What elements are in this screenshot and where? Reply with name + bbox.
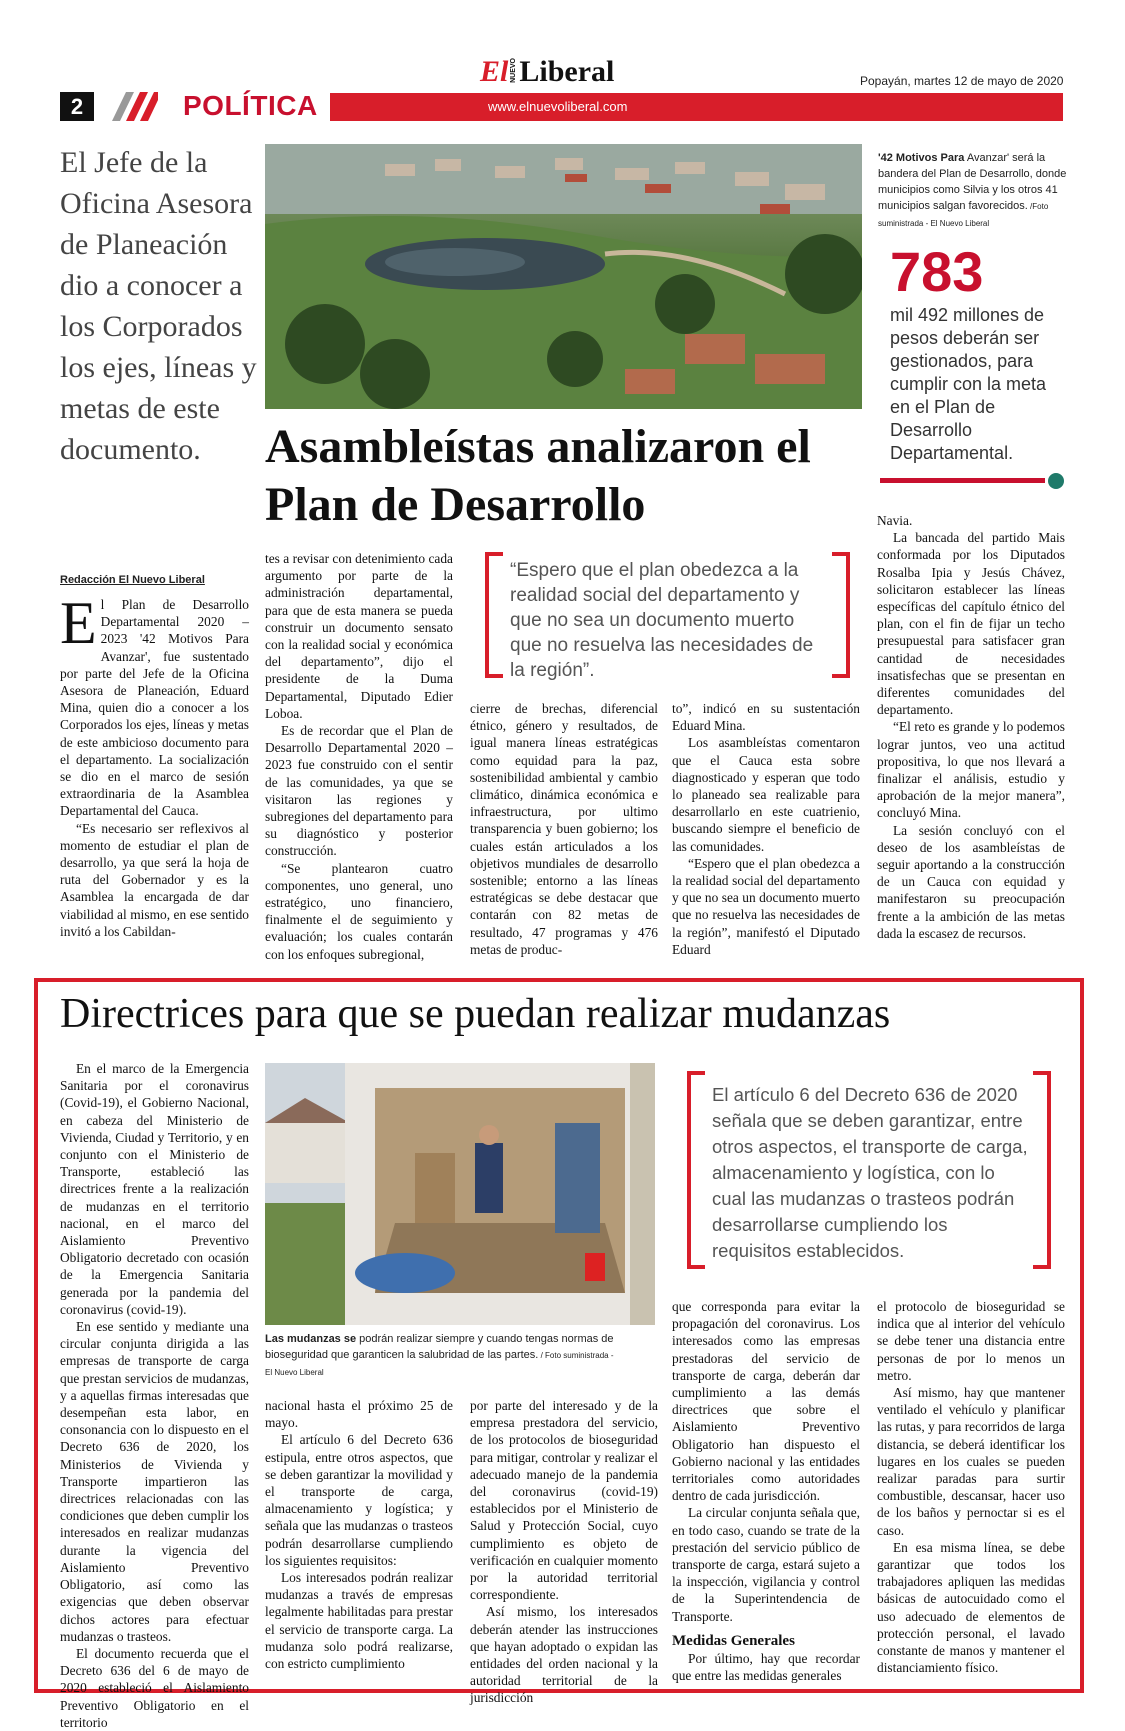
paragraph: tes a revisar con detenimiento cada argumento por parte de la administración departamental, para que de esta manera se pueda construir un documento sensato con la realidad social y económica del departamento”, dijo el presidente de la Duma Departamental, Diputado Edier Loboa.: [265, 551, 453, 721]
page-number: 2: [60, 92, 94, 121]
paragraph: Así mismo, los interesados deberán atender las instrucciones que hayan adoptado o expidan las entidades del orden nacional y la autoridad territorial de la jurisdicción: [470, 1604, 658, 1706]
article1-column-5: [877, 512, 1065, 942]
logo-el: El: [480, 55, 509, 88]
paragraph: por parte del interesado y de la empresa prestadora del servicio, de los protocolos de bioseguridad para mitigar, controlar y realizar el adecuado manejo de la pandemia del coronavirus (covid-19) establecidos por el Ministerio de Salud y Protección Social, cuyo cumplimiento es objeto de verificación en cualquier momento por la autoridad territorial correspondiente.: [470, 1398, 658, 1603]
paragraph: En el marco de la Emergencia Sanitaria por el coronavirus (Covid-19), el Gobierno Nacional, en cabeza del Ministerio de Vivienda, Ciudad y Territorio, y en conjunto con el Ministerio de Transporte, estableció las directrices frente a la realización de mudanzas en el territorio nacional, en el marco del Aislamiento Preventivo Obligatorio decretado con ocasión de la Emergencia Sanitaria generada por la pandemia del coronavirus (covid-19).: [60, 1061, 249, 1317]
website-url[interactable]: www.elnuevoliberal.com: [488, 99, 628, 114]
quote-bracket-right: [1033, 1071, 1051, 1269]
caption-text: Avanzar' será la bandera del Plan de Desarrollo, donde municipios como Silvia y los otros 41 municipios salgan favorecidos.: [878, 152, 1067, 212]
article2-column-3: [470, 1397, 658, 1707]
article2-column-4: [672, 1298, 860, 1684]
article2-photo-caption: [265, 1331, 620, 1381]
article1-column-4: [672, 700, 860, 958]
newspaper-logo: [480, 55, 614, 89]
article2-column-5: [877, 1298, 1065, 1676]
article2-column-1: [60, 1060, 249, 1731]
paragraph: “Se plantearon cuatro componentes, uno general, uno estratégico, uno financiero, finalmente el de seguimiento y evaluación; los cuales contarán con los enfoques subregional,: [265, 860, 453, 962]
stat-text: mil 492 millones de pesos deberán ser gestionados, para cumplir con la meta en el Plan de Desarrollo Departamental.: [890, 305, 1047, 463]
caption-credit: /Foto suministrada - El Nuevo Liberal: [878, 202, 1049, 228]
paragraph: Por último, hay que recordar que entre las medidas generales: [672, 1650, 860, 1684]
header-stripes: [98, 92, 158, 121]
logo-liberal: Liberal: [519, 55, 615, 88]
article2-pull-quote: El artículo 6 del Decreto 636 de 2020 señala que se deben garantizar, entre otros aspectos, el transporte de carga, almacenamiento y logística, con lo cual las mudanzas o trasteos podrán desarrollarse cumpliendo los requisitos establecidos.: [712, 1084, 1028, 1261]
article2-headline: Directrices para que se puedan realizar mudanzas: [60, 991, 891, 1037]
section-title: POLÍTICA: [183, 90, 318, 121]
article2-photo: [265, 1063, 655, 1325]
paragraph: Así mismo, hay que mantener ventilado el vehículo y planificar las rutas, y para recorridos de larga distancia, se deberá identificar los lugares en los cuales se pueden realizar paradas para surtir combustible, descansar, hacer uso de los baños y pernoctar si es el caso.: [877, 1385, 1065, 1538]
paragraph: “Espero que el plan obedezca a la realidad social del departamento y que no sea un documento muerto que no resuelva las necesidades de la región”, manifestó el Diputado Eduard: [672, 855, 860, 957]
article1-column-2: [265, 550, 453, 963]
article1-photo-caption: [878, 150, 1068, 232]
dateline: Popayán, martes 12 de mayo de 2020: [860, 74, 1064, 88]
paragraph: que corresponda para evitar la propagación del coronavirus. Los interesados como las empresas prestadoras del servicio de transporte de carga, deberán dar cumplimiento a las demás directrices que sobre el Aislamiento Preventivo Obligatorio han dispuesto el Gobierno nacional y las entidades territoriales como autoridades dentro de cada jurisdicción.: [672, 1299, 860, 1504]
header-red-bar: [330, 93, 1063, 121]
paragraph: En esa misma línea, se debe garantizar que todos los trabajadores apliquen las medidas básicas de autocuidado como el uso adecuado de elementos de protección personal, el lavado constante de manos y mantener el distanciamiento físico.: [877, 1539, 1065, 1676]
caption-credit: / Foto suministrada - El Nuevo Liberal: [265, 1351, 614, 1377]
paragraph: Navia.: [877, 513, 913, 528]
article1-column-1: [60, 590, 249, 940]
subheading: Medidas Generales: [672, 1632, 795, 1649]
paragraph: “El reto es grande y lo podemos lograr juntos, veo una actitud propositiva, lo que nos llevará a finalizar el análisis, estudio y aprobación de la mejor manera”, concluyó Mina.: [877, 719, 1065, 821]
logo-nuevo: NUEVO: [510, 58, 518, 83]
stat-rule: [880, 478, 1045, 483]
article1-pull-quote: “Espero que el plan obedezca a la realidad social del departamento y que no sea un documento muerto que no resuelva las necesidades de la región”.: [510, 560, 814, 681]
caption-bold: '42 Motivos Para: [878, 152, 965, 164]
paragraph: l Plan de Desarrollo Departamental 2020 – 2023 '42 Motivos Para Avanzar', fue sustentado por parte del Jefe de la Oficina Asesora de Planeación, Eduard Mina, quien dio a conocer a los Corporados los ejes, líneas y metas de este ambicioso documento para el departamento. La socialización se dio en el marco de sesión extraordinaria de la Asamblea Departamental del Cauca.: [60, 597, 249, 819]
paragraph: nacional hasta el próximo 25 de mayo.: [265, 1398, 453, 1431]
quote-bracket-left: [485, 552, 503, 678]
paragraph: El artículo 6 del Decreto 636 estipula, entre otros aspectos, que se deben garantizar la movilidad y el transporte de carga, almacenamiento y logística; y señala que las mudanzas o trasteos podrán desarrollarse cumpliendo los siguientes requisitos:: [265, 1432, 453, 1568]
paragraph: La bancada del partido Mais conformada por los Diputados Rosalba Ipia y Jesús Chávez, solicitaron establecer las líneas específicas del capítulo étnico del plan, con el fin de fijar un techo presupuestal para satisfacer gran cantidad de necesidades insatisfechas que se presentan en diferentes comunidades del departamento.: [877, 530, 1065, 718]
dropcap: E: [60, 590, 97, 656]
article1-photo: [265, 144, 862, 409]
caption-bold: Las mudanzas se: [265, 1333, 357, 1345]
article1-deck: El Jefe de la Oficina Asesora de Planeación dio a conocer a los Corporados los ejes, líneas y metas de este documento.: [60, 146, 257, 466]
paragraph: Los interesados podrán realizar mudanzas a través de empresas legalmente habilitadas para prestar el servicio de transporte carga. La mudanza solo podrá realizarse, con estricto cumplimiento: [265, 1570, 453, 1672]
paragraph: Es de recordar que el Plan de Desarrollo Departamental 2020 – 2023 fue construido con el sentir de las comunidades, ya que se visitaron las regiones y subregiones del departamento para su diagnóstico y posterior construcción.: [265, 723, 453, 859]
caption-text: podrán realizar siempre y cuando tengas normas de bioseguridad que garanticen la salubridad de las partes.: [265, 1333, 614, 1361]
paragraph: La circular conjunta señala que, en todo caso, cuando se trate de la prestación del servicio público de transporte de carga, estará sujeto a la inspección, vigilancia y control de la Superintendencia de Transporte.: [672, 1505, 860, 1624]
stat-dot: [1048, 473, 1064, 489]
byline: Redacción El Nuevo Liberal: [60, 574, 205, 586]
paragraph: En ese sentido y mediante una circular conjunta dirigida a las empresas de transporte de carga que prestan servicios de mudanzas, y a aquellas firmas interesadas que desempeñan esta labor, en consonancia con lo dispuesto en el Decreto 636 de 2020, los Ministerios de Vivienda y Transporte impartieron las directrices relacionadas con las condiciones que deben cumplir los interesados en realizar mudanzas durante la vigencia del Aislamiento Preventivo Obligatorio, así como las exigencias que deben observar dichos actores para efectuar mudanzas o trasteos.: [60, 1319, 249, 1644]
paragraph: Los asambleístas comentaron que el Cauca esta sobre diagnosticado y esperan que todo lo planeado sea realizable para desarrollarlo en este cuatrienio, buscando siempre el beneficio de las comunidades.: [672, 735, 860, 854]
article1-headline: Asambleístas analizaron el Plan de Desarrollo: [265, 420, 811, 531]
paragraph: La sesión concluyó con el deseo de los asambleístas de seguir aportando a la construcción de un Cauca con equidad y manifestaron su preocupación frente a la ambición de las metas dada la escasez de recursos.: [877, 822, 1065, 941]
article2-column-2: [265, 1397, 453, 1672]
paragraph: el protocolo de bioseguridad se indica que al interior del vehículo se debe tener una distancia entre personas de por lo menos un metro.: [877, 1299, 1065, 1383]
quote-bracket-right: [832, 552, 850, 678]
quote-bracket-left: [687, 1071, 705, 1269]
article1-column-3: [470, 700, 658, 958]
paragraph: to”, indicó en su sustentación Eduard Mina.: [672, 701, 860, 734]
stat-number: 783: [890, 240, 984, 303]
moving-truck-illustration: [265, 1063, 655, 1325]
paragraph: El documento recuerda que el Decreto 636 del 6 de mayo de 2020 estableció el Aislamiento Preventivo Obligatorio en el territorio: [60, 1645, 249, 1730]
landscape-illustration: [265, 144, 862, 409]
paragraph: cierre de brechas, diferencial étnico, género y resultados, de igual manera líneas estratégicas como equidad para la paz, sostenibilidad ambiental y cambio climático, dinámica económica e infraestructura, por ultimo transparencia y buen gobierno; los cuales están articulados a los objetivos mundiales de desarrollo sostenible; entorno a las líneas estratégicas se debe destacar que contarán con 82 metas de resultado, 47 programas y 476 metas de produc-: [470, 701, 658, 957]
paragraph: “Es necesario ser reflexivos al momento de estudiar el plan de desarrollo, ya que será la hoja de ruta del Gobernador y es la Asamblea la encargada de dar viabilidad al mismo, en ese sentido invitó a los Cabildan-: [60, 820, 249, 939]
